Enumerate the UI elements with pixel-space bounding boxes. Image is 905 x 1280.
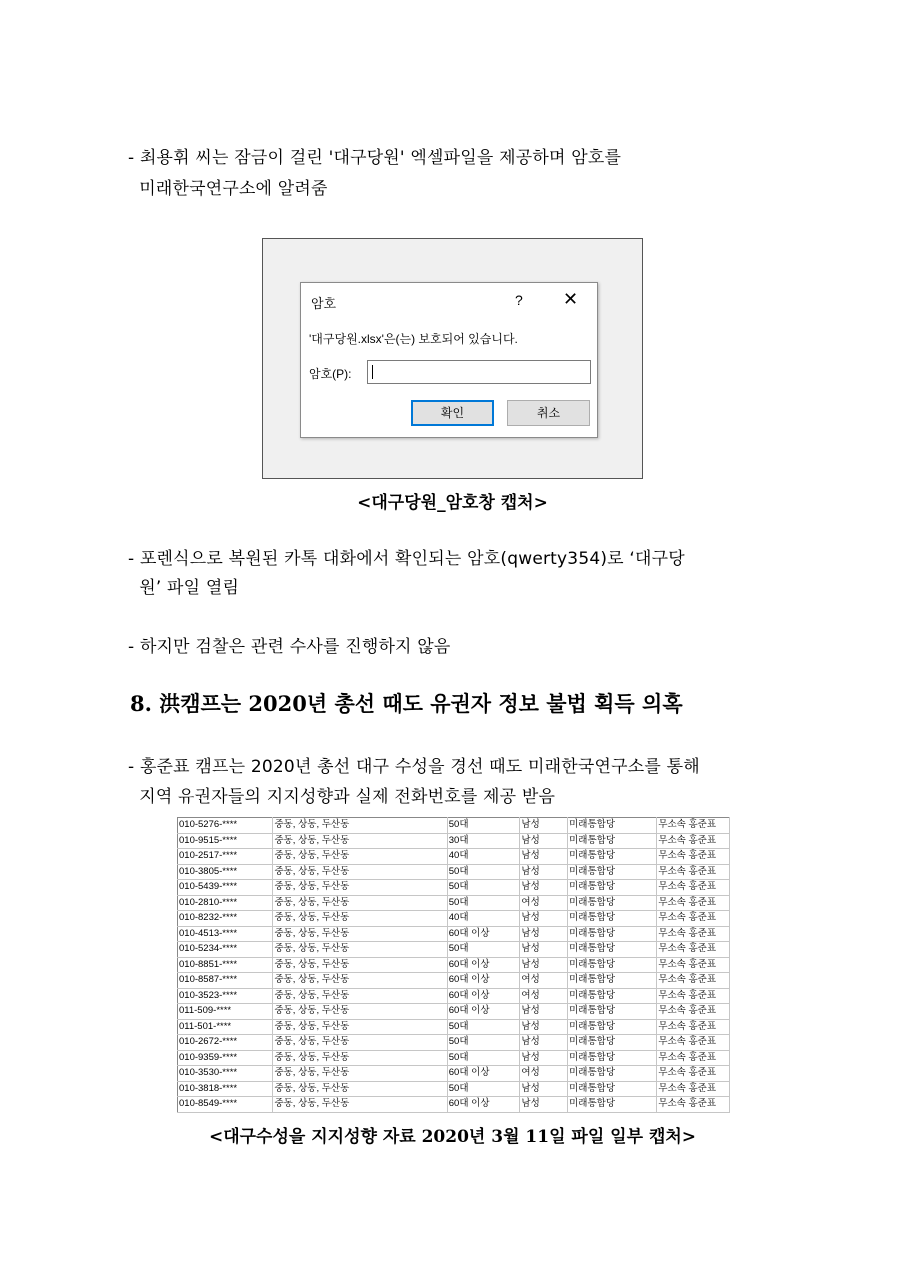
voter-data-table [177, 817, 730, 1113]
caption-table: <대구수성을 지지성향 자료 2020년 3월 11일 파일 일부 캡처> [208, 1127, 697, 1147]
party-cell: 미래통합당 [568, 926, 657, 942]
dialog-title: 암호 [311, 296, 337, 311]
party-cell: 미래통합당 [568, 957, 657, 973]
para2-line-2: 원’ 파일 열림 [128, 578, 240, 598]
candidate-cell: 무소속 홍준표 [657, 973, 730, 989]
area-cell: 중동, 상동, 두산동 [273, 911, 447, 927]
table-row [178, 973, 730, 989]
age-cell: 60대 이상 [447, 973, 520, 989]
gender-cell: 남성 [520, 1004, 568, 1020]
table-row [178, 988, 730, 1004]
area-cell: 중동, 상동, 두산동 [273, 957, 447, 973]
candidate-cell: 무소속 홍준표 [657, 864, 730, 880]
gender-cell: 남성 [520, 926, 568, 942]
candidate-cell: 무소속 홍준표 [657, 911, 730, 927]
age-cell: 50대 [447, 864, 520, 880]
area-cell: 중동, 상동, 두산동 [273, 1066, 447, 1082]
age-cell: 60대 이상 [447, 926, 520, 942]
gender-cell: 여성 [520, 1066, 568, 1082]
phone-cell: 011-501-**** [178, 1019, 273, 1035]
para4-line-1: - 홍준표 캠프는 2020년 총선 대구 수성을 경선 때도 미래한국연구소를 통해 [128, 757, 700, 777]
area-cell: 중동, 상동, 두산동 [273, 864, 447, 880]
area-cell: 중동, 상동, 두산동 [273, 1081, 447, 1097]
age-cell: 60대 이상 [447, 1004, 520, 1020]
help-icon[interactable]: ? [515, 292, 523, 308]
gender-cell: 남성 [520, 911, 568, 927]
intro-line-2: 미래한국연구소에 알려줌 [128, 179, 328, 199]
age-cell: 40대 [447, 911, 520, 927]
phone-cell: 010-8851-**** [178, 957, 273, 973]
ok-button[interactable]: 확인 [411, 400, 494, 426]
phone-cell: 010-3523-**** [178, 988, 273, 1004]
party-cell: 미래통합당 [568, 1019, 657, 1035]
table-row [178, 911, 730, 927]
gender-cell: 남성 [520, 880, 568, 896]
gender-cell: 남성 [520, 957, 568, 973]
gender-cell: 남성 [520, 1019, 568, 1035]
candidate-cell: 무소속 홍준표 [657, 942, 730, 958]
gender-cell: 남성 [520, 1081, 568, 1097]
party-cell: 미래통합당 [568, 1004, 657, 1020]
party-cell: 미래통합당 [568, 818, 657, 834]
party-cell: 미래통합당 [568, 833, 657, 849]
candidate-cell: 무소속 홍준표 [657, 1050, 730, 1066]
candidate-cell: 무소속 홍준표 [657, 988, 730, 1004]
area-cell: 중동, 상동, 두산동 [273, 1050, 447, 1066]
candidate-cell: 무소속 홍준표 [657, 926, 730, 942]
gender-cell: 여성 [520, 895, 568, 911]
table-row [178, 957, 730, 973]
age-cell: 50대 [447, 1019, 520, 1035]
table-row [178, 1066, 730, 1082]
candidate-cell: 무소속 홍준표 [657, 895, 730, 911]
gender-cell: 남성 [520, 1050, 568, 1066]
text-caret [372, 365, 373, 379]
phone-cell: 010-5439-**** [178, 880, 273, 896]
area-cell: 중동, 상동, 두산동 [273, 1004, 447, 1020]
phone-cell: 010-2517-**** [178, 849, 273, 865]
party-cell: 미래통합당 [568, 1097, 657, 1113]
candidate-cell: 무소속 홍준표 [657, 849, 730, 865]
phone-cell: 010-8549-**** [178, 1097, 273, 1113]
phone-cell: 010-4513-**** [178, 926, 273, 942]
area-cell: 중동, 상동, 두산동 [273, 1019, 447, 1035]
candidate-cell: 무소속 홍준표 [657, 1066, 730, 1082]
table-row [178, 880, 730, 896]
party-cell: 미래통합당 [568, 1035, 657, 1051]
phone-cell: 010-8232-**** [178, 911, 273, 927]
table-row [178, 942, 730, 958]
dialog-message: '대구당원.xlsx'은(는) 보호되어 있습니다. [309, 332, 518, 346]
table-row [178, 926, 730, 942]
area-cell: 중동, 상동, 두산동 [273, 926, 447, 942]
para3: - 하지만 검찰은 관련 수사를 진행하지 않음 [128, 637, 451, 657]
party-cell: 미래통합당 [568, 849, 657, 865]
cancel-button[interactable]: 취소 [507, 400, 590, 426]
gender-cell: 남성 [520, 864, 568, 880]
table-row [178, 864, 730, 880]
area-cell: 중동, 상동, 두산동 [273, 880, 447, 896]
party-cell: 미래통합당 [568, 895, 657, 911]
area-cell: 중동, 상동, 두산동 [273, 833, 447, 849]
table-row [178, 1097, 730, 1113]
area-cell: 중동, 상동, 두산동 [273, 1035, 447, 1051]
table-row [178, 895, 730, 911]
table-row [178, 1081, 730, 1097]
para4-line-2: 지역 유권자들의 지지성향과 실제 전화번호를 제공 받음 [128, 787, 556, 807]
table-row [178, 1050, 730, 1066]
candidate-cell: 무소속 홍준표 [657, 1019, 730, 1035]
password-dialog [300, 282, 598, 438]
age-cell: 50대 [447, 1081, 520, 1097]
phone-cell: 010-5276-**** [178, 818, 273, 834]
party-cell: 미래통합당 [568, 1066, 657, 1082]
age-cell: 50대 [447, 880, 520, 896]
table-row [178, 849, 730, 865]
age-cell: 50대 [447, 1050, 520, 1066]
gender-cell: 남성 [520, 818, 568, 834]
age-cell: 60대 이상 [447, 957, 520, 973]
area-cell: 중동, 상동, 두산동 [273, 988, 447, 1004]
table-row [178, 1019, 730, 1035]
table-row [178, 1035, 730, 1051]
close-icon[interactable]: ✕ [563, 289, 579, 309]
password-dialog-screenshot [262, 238, 643, 479]
candidate-cell: 무소속 홍준표 [657, 1004, 730, 1020]
area-cell: 중동, 상동, 두산동 [273, 818, 447, 834]
area-cell: 중동, 상동, 두산동 [273, 895, 447, 911]
age-cell: 50대 [447, 1035, 520, 1051]
gender-cell: 여성 [520, 973, 568, 989]
gender-cell: 남성 [520, 1097, 568, 1113]
para2-line-1: - 포렌식으로 복원된 카톡 대화에서 확인되는 암호(qwerty354)로 ‘대구당 [128, 549, 685, 569]
age-cell: 50대 [447, 895, 520, 911]
phone-cell: 010-2672-**** [178, 1035, 273, 1051]
age-cell: 40대 [447, 849, 520, 865]
party-cell: 미래통합당 [568, 942, 657, 958]
phone-cell: 010-3530-**** [178, 1066, 273, 1082]
age-cell: 30대 [447, 833, 520, 849]
section-8-heading: 8. 洪캠프는 2020년 총선 때도 유권자 정보 불법 획득 의혹 [130, 691, 683, 716]
party-cell: 미래통합당 [568, 880, 657, 896]
candidate-cell: 무소속 홍준표 [657, 1035, 730, 1051]
gender-cell: 남성 [520, 942, 568, 958]
gender-cell: 남성 [520, 833, 568, 849]
party-cell: 미래통합당 [568, 1081, 657, 1097]
phone-cell: 010-9515-**** [178, 833, 273, 849]
area-cell: 중동, 상동, 두산동 [273, 973, 447, 989]
party-cell: 미래통합당 [568, 911, 657, 927]
gender-cell: 남성 [520, 1035, 568, 1051]
area-cell: 중동, 상동, 두산동 [273, 849, 447, 865]
password-label: 암호(P): [309, 367, 352, 381]
gender-cell: 남성 [520, 849, 568, 865]
phone-cell: 010-3818-**** [178, 1081, 273, 1097]
age-cell: 50대 [447, 818, 520, 834]
party-cell: 미래통합당 [568, 1050, 657, 1066]
password-input[interactable] [367, 360, 591, 384]
caption-dialog: <대구당원_암호창 캡처> [357, 493, 548, 513]
candidate-cell: 무소속 홍준표 [657, 1081, 730, 1097]
phone-cell: 010-3805-**** [178, 864, 273, 880]
candidate-cell: 무소속 홍준표 [657, 833, 730, 849]
candidate-cell: 무소속 홍준표 [657, 1097, 730, 1113]
gender-cell: 여성 [520, 988, 568, 1004]
age-cell: 60대 이상 [447, 1066, 520, 1082]
area-cell: 중동, 상동, 두산동 [273, 1097, 447, 1113]
phone-cell: 010-9359-**** [178, 1050, 273, 1066]
party-cell: 미래통합당 [568, 973, 657, 989]
candidate-cell: 무소속 홍준표 [657, 818, 730, 834]
table-row [178, 1004, 730, 1020]
table-row [178, 833, 730, 849]
phone-cell: 011-509-**** [178, 1004, 273, 1020]
party-cell: 미래통합당 [568, 864, 657, 880]
phone-cell: 010-2810-**** [178, 895, 273, 911]
age-cell: 60대 이상 [447, 988, 520, 1004]
candidate-cell: 무소속 홍준표 [657, 880, 730, 896]
intro-line-1: - 최용휘 씨는 잠금이 걸린 '대구당원' 엑셀파일을 제공하며 암호를 [128, 148, 622, 168]
party-cell: 미래통합당 [568, 988, 657, 1004]
phone-cell: 010-5234-**** [178, 942, 273, 958]
table-row [178, 818, 730, 834]
age-cell: 60대 이상 [447, 1097, 520, 1113]
area-cell: 중동, 상동, 두산동 [273, 942, 447, 958]
candidate-cell: 무소속 홍준표 [657, 957, 730, 973]
phone-cell: 010-8587-**** [178, 973, 273, 989]
age-cell: 50대 [447, 942, 520, 958]
